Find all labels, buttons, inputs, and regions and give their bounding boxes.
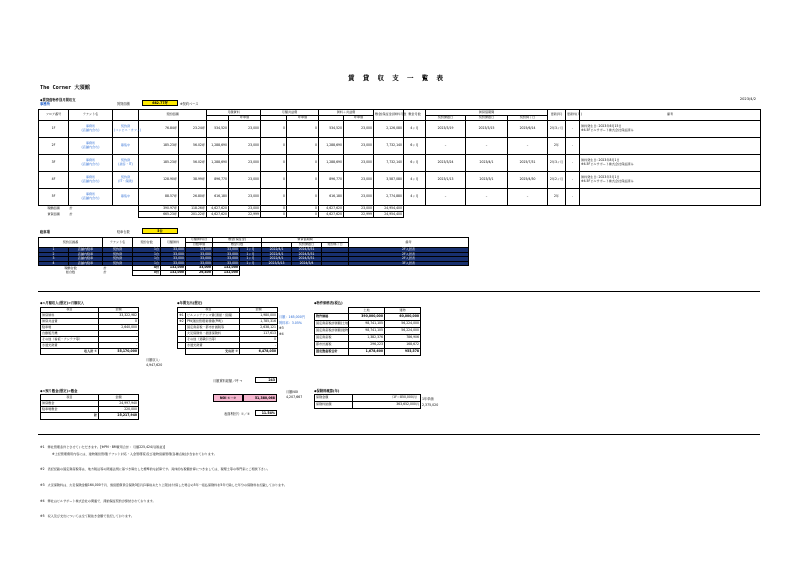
table-row: その他（看板・アンテナ等） - [42, 336, 137, 341]
parking-col-deposit-months: 敷金月数 [213, 243, 262, 248]
yield-label: 表面利回り ①／③ [224, 412, 250, 416]
divider [38, 434, 760, 435]
monthly-noi-label: 月額NOI [286, 390, 299, 394]
col-deposit-months: 敷金月数 [404, 110, 426, 121]
parking-col-end: 契約終了日 [322, 243, 349, 248]
table-row: 固定資産税評価額(建物) 98,741,105 56,224,000 [315, 328, 421, 335]
col-contract-area: 契約面積 [139, 110, 207, 121]
section-office-heading: ◆賃貸借物件別月間収支 [40, 98, 76, 102]
deposit-table: 項目 金額 賃貸敷金 24,997,940 駐車場敷金 220,000 計 25,217,940 [40, 394, 139, 420]
income-table: 項目 金額 賃貸賃料 33,322,982 賃貸共益費 0 駐車場 2,640,000 自動販売機 - その他（看板・アンテナ等） - 水道光熱費 - 収入計 ① 55,170,000 [42, 307, 137, 353]
insurance-note-2: 2,375,020 [422, 403, 439, 407]
deposit-heading: ◆<預り敷金(想定)>敷金 [40, 389, 78, 393]
parking-col-start: 契約開始日 [292, 243, 322, 248]
note-4: ※4 弊社はビルサポート株式会社の関連で、滞納保証契約が締結されております。 [40, 499, 156, 503]
report-date: 2023/4/2 [739, 97, 756, 101]
table-row: 賃貸共益費 0 [42, 318, 137, 323]
table-row: 3F 事務所 (店舗内含む) 契約済 (美容・IT) 185.23坪 56.02坪 1,288,690 23,000 0 0 1,288,690 23,000 7,732,140 6ヶ月 2023/3/24 2023/4/1 2025/7/31 2年3ヶ月 - 賃料発生日: 2023年8月1日 ※4.5Fビルサポート株式会社保証済み [39, 155, 761, 172]
col-use [113, 110, 139, 121]
parking-col-period: 賃貸借期間 [262, 238, 349, 243]
deposit-total-row: 計 25,217,940 [41, 413, 139, 420]
col-rent-revision: 更新料(月) [566, 110, 580, 121]
table-row: 2 店舗内駐車 契約済 1台 33,000 33,000 33,000 1ヶ月 2022/4/1 2024/3/31 2F入居者 [39, 252, 469, 257]
table-row: 物件価格 390,000,000 60,000,000 [315, 314, 421, 321]
col-unit-price: 坪単価 [229, 116, 261, 121]
parking-col-rent: 月額賃料 [161, 238, 186, 248]
col-unit-price-total: 坪単価 [344, 116, 374, 121]
parking-col-remark: 備考 [349, 238, 469, 248]
col-contract-end: 契約終了日 [508, 116, 548, 121]
table-row: 5F 事務所 (店舗内含む) 募集中 88.57坪 26.80坪 616,180 23,000 0 0 616,180 23,000 2,774,880 4ヶ月 – – – 2年 - [39, 189, 761, 206]
insurance-table [314, 394, 421, 409]
table-row: 賃貸賃料 33,322,982 [42, 312, 137, 317]
table-row: 駐車場 2,640,000 [42, 324, 137, 329]
income-heading: ◆<月額収入(想定)>月額収入 [40, 301, 85, 305]
income-total-row: 収入計 ① 55,170,000 [41, 349, 139, 355]
col-unit-price-common: 坪単価 [287, 116, 319, 121]
section-parking-heading: 駐車場 [40, 230, 50, 234]
table-row: 賃貸敷金 24,997,940 [42, 400, 137, 405]
table-row: 火災保険料・損害保険料 117,613 [178, 331, 278, 337]
table-row: ※1 ビルメンテナンス費(清掃・設備) 1,980,000 [179, 312, 276, 317]
income-monthly-label: 月額収入： [146, 358, 162, 362]
col-renewal: 更新(年) [548, 110, 566, 121]
parking-col-unit: 月額賃料/台 [186, 238, 213, 243]
parking-lease-table [38, 237, 469, 276]
col-contract-start: 契約開始日 [426, 116, 466, 121]
table-row: 3 店舗内駐車 契約済 1台 33,000 33,000 33,000 1ヶ月 2022/4/1 2024/3/31 2F入居者 [39, 257, 469, 262]
insurance-note-1: 1年単価 [422, 397, 434, 401]
table-row: 2F 事務所 (店舗内含む) 募集中 185.23坪 56.02坪 1,288,690 23,000 0 0 1,288,690 23,000 7,732,140 6ヶ月 – – – 2年 - [39, 138, 761, 155]
table-row: 4 店舗内駐車 契約済 1台 33,000 33,000 33,000 1ヶ月 2023/3/13 2024/3/4 3F入居者 [39, 261, 469, 266]
note-5: ※5 収入及び支出については全て税抜き金額で表記しております。 [40, 514, 134, 518]
table-row: 固定資産税・都市計画税等 2,638,121 [178, 325, 278, 331]
table-row: 1F 事務所 (店舗内含む) 契約済 (コンビニ・カフェ) 76.84坪 23.24坪 534,520 23,000 0 0 534,520 23,000 2,126,080 4ヶ月 2023/3/19 2023/3/15 2025/6/14 2年3ヶ月 - 賃料発生日: 2023年6月15日 ※4.5Fビルサポート株式会社保証済み [39, 121, 761, 138]
col-deposit: 敷金(保証金)/賃料月数 [374, 110, 404, 121]
table-row: 固定資産税合計 1,678,600 955,578 [315, 349, 421, 356]
parking-col-tenant: テナント名 [103, 238, 133, 248]
income-monthly-value: 4,947,620 [146, 363, 163, 367]
col-rent-plus-common: 賃料＋共益費 [319, 110, 374, 116]
office-sum-total: 賃貸面積 計 665.23坪 201.22坪 4,627,620 22,999 0 0 4,627,620 22,999 24,954,400 [47, 211, 402, 216]
office-area-note: ※契約ベース [180, 102, 199, 106]
col-tenant: テナント名 [69, 110, 113, 121]
expense-note-4: ※4 [279, 332, 284, 336]
col-lease-period: 賃貸借期間 [426, 110, 548, 116]
office-area-label: 賃貸面積 [117, 102, 130, 106]
col-monthly-rent: 月額賃料 [207, 110, 261, 116]
noi-label: NOI ①－② [213, 394, 243, 402]
noi-value: 51,380,068 [243, 394, 277, 402]
parking-sum-occupied: 稼働台数 計 4台 132,000 33,000 132,000 [64, 265, 238, 270]
parking-col-count: 契約台数 [133, 238, 161, 248]
note-1: ※1 弊社管理条件とさせていただきます。【※PM・BM費用合計 ：月額225,424円(税抜)】 [40, 445, 167, 449]
col-common-fee: 月額共益費 [261, 110, 319, 116]
table-row: 保険料総額 363,652,000円 [315, 402, 421, 409]
table-row: 固定資産税 1,382,376 786,906 [315, 335, 421, 342]
office-sum-occupied: 稼働面積 計 390.97坪 118.26坪 4,627,620 23,000 0 0 4,627,620 23,000 24,954,400 [47, 205, 402, 210]
table-row: 4F 事務所 (店舗内含む) 契約済 (IT・保険) 128.90坪 38.99坪 896,770 23,000 0 0 896,770 23,000 3,587,080 4ヶ月 2023/1/13 2023/3/1 2025/4/30 2年2ヶ月 - 賃料発生日: 2023年5月1日 ※4.5Fビルサポート株式会社保証済み [39, 172, 761, 189]
col-remarks: 備考 [580, 110, 761, 121]
expense-heading: ◆年間支出(想定) [177, 301, 203, 305]
monthly-noi-value: 4,207,667 [286, 395, 303, 399]
expense-table: 項目 金額 ※1 ビルメンテナンス費(清掃・設備) 1,980,000 ※2 PM(運営管理業務費(PM)) 1,785,316 固定資産税・都市計画税等 2,638,121 火災保険料・損害保険料 117,613 その他（退職引当等） 0 水道光熱費 - 支出計 ② 6,478,050 [179, 307, 276, 353]
table-row: その他（退職引当等） 0 [178, 337, 278, 343]
expense-note-1: 月額：165,000円 [279, 315, 305, 319]
section-office-subheading: 事務所 [40, 102, 50, 106]
office-lease-table [38, 109, 761, 218]
parking-col-deposit: 敷金(保証金) [213, 238, 262, 243]
table-row: 固定資産税評価額(土地) 98,741,105 56,224,000 [315, 321, 421, 328]
expense-note-2: 賃料率：3.05% [279, 321, 302, 325]
parking-count-label: 駐車台数 [117, 230, 130, 234]
table-row: 都市計画税 296,223 168,672 [315, 342, 421, 349]
parking-col-no: 契約区画番 [39, 238, 103, 248]
table-row: ※2 PM(運営管理業務費(PM)) 1,785,316 [179, 318, 276, 323]
note-1b: ※上記管理費用内容には、建物運営管理(テナント対応・入金管理等)及び建物設備管理(各種点検)が含まれております。 [52, 452, 217, 456]
col-floor: フロア番号 [39, 110, 69, 121]
per-tsubo-label: 月額賃料総額／坪 → [213, 379, 243, 383]
table-row: 保険金額 （1F＝850,000円） [315, 395, 421, 402]
note-3: ※3 火災保険料は、火災保険金額164,000千円、施設賠償責任保険3億円(1事故あたり上限)を付保した場合の5年一括払保険料を5年で除した年分の保険料を記載しております。 [40, 483, 288, 487]
table-row: 自動販売機 - [42, 330, 137, 335]
note-2: ※2 表記記載の固定資産税等は、地方税法等の関連法規に基づき算出した標準的な試算です。具体的な税額計算につきましては、税理士等の専門家にご相談下さい。 [40, 467, 271, 471]
divider [38, 291, 760, 292]
appraisal-heading: ◆物件価格表(税込) [314, 301, 343, 305]
col-contract-start-2: 契約開始日 [466, 116, 508, 121]
table-row: 水道光熱費 - [42, 342, 137, 347]
table-row: 1 店舗内駐車 契約済 1台 33,000 33,000 33,000 1ヶ月 2022/4/1 2024/3/31 2F入居者 [39, 248, 469, 253]
page-title: 賃 貸 収 支 一 覧 表 [347, 74, 447, 82]
insurance-heading: ◆保険料概算(年) [314, 389, 340, 393]
expense-total-row: 支出計 ② 6,478,050 [178, 349, 278, 355]
appraisal-table: 土地 建物 物件価格 390,000,000 60,000,000 固定資産税評価額(土地) 98,741,105 56,224,000 固定資産税評価額(建物) 98,741,105 56,224,000 固定資産税 1,382,376 786,906 都市計画税 296,223 168,672 固定資産税合計 1,678,600 955,578 [314, 307, 421, 356]
table-row: 駐車場敷金 220,000 [42, 406, 137, 411]
parking-sum-total: 総台数 計 5台 132,000 26,400 132,000 [65, 270, 238, 275]
office-area-value: 682.77坪 [142, 100, 178, 106]
per-tsubo-value: 243 [255, 377, 277, 383]
parking-col-unit2: 台数単価 [186, 243, 213, 248]
parking-count-value: 5台 [142, 228, 178, 234]
yield-value: 11.54% [255, 410, 277, 416]
building-name: The Corner 大須館 [40, 85, 90, 91]
expense-note-3: ※3 [279, 326, 284, 330]
table-row: 水道光熱費 - [178, 343, 278, 349]
